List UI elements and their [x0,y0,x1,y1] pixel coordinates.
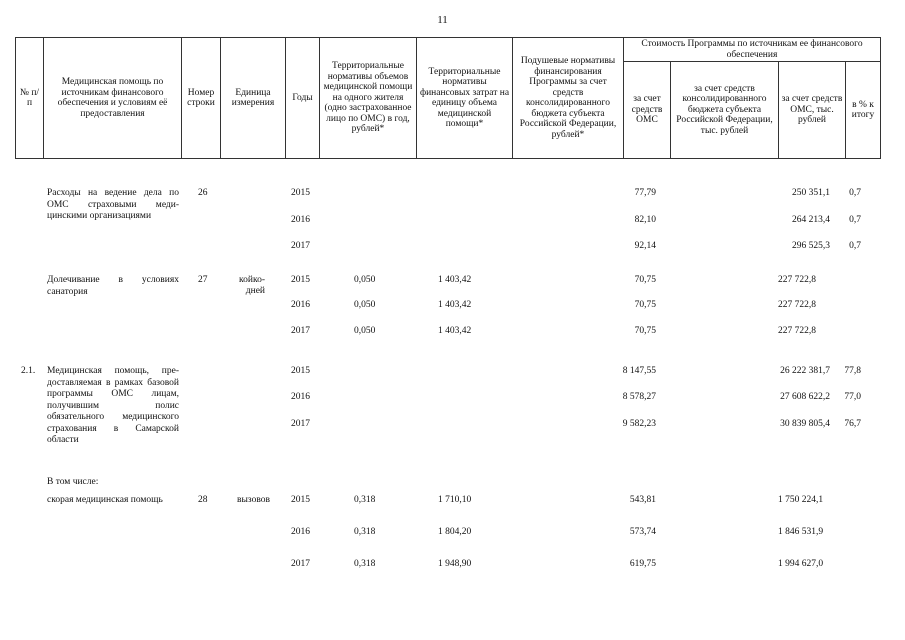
table-cell: 2015 [291,366,310,376]
table-cell: 77,8 [844,366,861,376]
table-cell: 1 403,42 [438,326,472,336]
table-cell: 1 994 627,0 [778,559,824,569]
table-cell: 76,7 [844,419,861,429]
row-expenses-num: 26 [198,188,208,198]
row-ambulance-unit: вызовов [237,495,270,505]
table-cell: 0,318 [354,495,376,505]
table-cell: 227 722,8 [778,275,816,285]
table-cell: 0,050 [354,275,376,285]
table-cell: 9 582,23 [622,419,656,429]
table-cell: 296 525,3 [792,241,830,251]
row-ambulance-num: 28 [198,495,208,505]
table-cell: 250 351,1 [792,188,830,198]
table-cell: 543,81 [629,495,656,505]
row-basic-num: 2.1. [21,366,36,376]
table-cell: 27 608 622,2 [780,392,830,402]
table-cell: 2017 [291,559,310,569]
table-cell: 2016 [291,392,310,402]
table-cell: 0,7 [849,215,861,225]
table-cell: 77,0 [844,392,861,402]
table-cell: 2016 [291,215,310,225]
table-cell: 30 839 805,4 [780,419,830,429]
header-per-capita: Подушевые нормативы финансирования Программы за счет средств консолидированного бюджета субъекта Российской Федерации, рублей* [513,38,624,159]
table-cell: 2015 [291,495,310,505]
table-cell: 1 846 531,9 [778,527,824,537]
table-cell: 573,74 [629,527,656,537]
table-cell: 2016 [291,300,310,310]
table-cell: 1 403,42 [438,275,472,285]
table-cell: 0,050 [354,326,376,336]
table-cell: 1 804,20 [438,527,472,537]
table-cell: 8 578,27 [622,392,656,402]
table-cell: 77,79 [634,188,656,198]
table-cell: 92,14 [634,241,656,251]
table-cell: 2017 [291,419,310,429]
table-cell: 619,75 [629,559,656,569]
row-basic-desc: Медицинская помощь, предоставляемая в рамках базовой программы ОМС лицам, получившим полис обязательного медицинского страхования в Самарской области [47,366,179,445]
table-cell: 1 710,10 [438,495,472,505]
table-cell: 2017 [291,241,310,251]
header-cost-norm: Территориальные нормативы финансовых затрат на единицу объема медицинской помощи* [417,38,513,159]
table-cell: 0,318 [354,527,376,537]
table-cell: 1 948,90 [438,559,472,569]
row-ambulance-desc: скорая медицинская помощь [47,495,163,505]
table-cell: 2016 [291,527,310,537]
including-label: В том числе: [47,477,99,487]
table-cell: 0,7 [849,241,861,251]
table-cell: 82,10 [634,215,656,225]
table-cell: 0,7 [849,188,861,198]
table-cell: 70,75 [634,300,656,310]
table-cell: 0,318 [354,559,376,569]
row-sanatorium-unit: койко-дней [238,275,265,296]
table-cell: 70,75 [634,275,656,285]
row-expenses-desc: Расходы на ведение дела по ОМС страховыми медицинскими организациями [47,188,179,221]
row-sanatorium-desc: Долечивание в условиях санатория [47,275,179,297]
table-cell: 1 403,42 [438,300,472,310]
table-cell: 1 750 224,1 [778,495,824,505]
header-num: № п/п [16,38,44,159]
header-budget-funds: за счет средств консолидированного бюджета субъекта Российской Федерации, тыс. рублей [671,62,779,159]
header-oms-funds: за счет средств ОМС [624,62,671,159]
header-unit: Единица измерения [221,38,286,159]
table-cell: 26 222 381,7 [780,366,830,376]
table-cell: 2017 [291,326,310,336]
table-cell: 227 722,8 [778,326,816,336]
header-percent: в % к итогу [846,62,881,159]
header-cost-group: Стоимость Программы по источникам ее финансового обеспечения [624,38,881,62]
header-oms-thousand: за счет средств ОМС, тыс. рублей [779,62,846,159]
header-volume-norm: Территориальные нормативы объемов медицинской помощи на одного жителя (одно застрахованное лицо по ОМС) в год, рублей* [320,38,417,159]
row-sanatorium-num: 27 [198,275,208,285]
page-number: 11 [437,14,448,26]
table-cell: 8 147,55 [622,366,656,376]
table-cell: 227 722,8 [778,300,816,310]
table-cell: 2015 [291,188,310,198]
table-cell: 264 213,4 [792,215,830,225]
header-row-num: Номер строки [182,38,221,159]
table-cell: 70,75 [634,326,656,336]
header-years: Годы [286,38,320,159]
table-cell: 0,050 [354,300,376,310]
table-cell: 2015 [291,275,310,285]
header-medical-help: Медицинская помощь по источникам финансового обеспечения и условиям её предоставления [44,38,182,159]
